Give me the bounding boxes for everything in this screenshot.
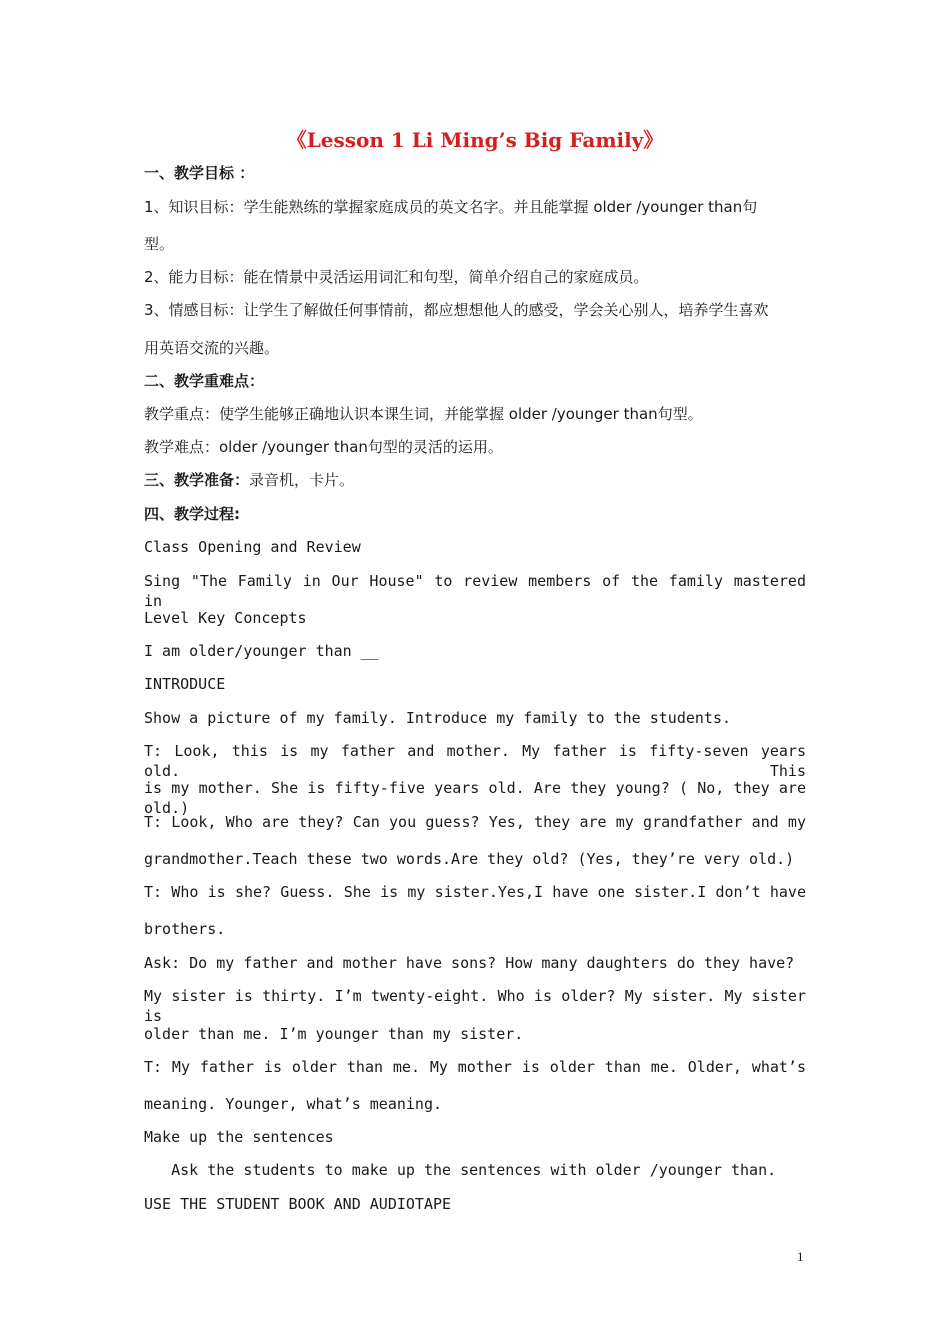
process-line: USE THE STUDENT BOOK AND AUDIOTAPE — [144, 1195, 452, 1213]
process-line: meaning. Younger, what’s meaning. — [144, 1095, 443, 1113]
process-line: T: Who is she? Guess. She is my sister.Yes,I have one sister.I don’t have — [144, 883, 806, 901]
section-heading-key-points: 二、教学重难点： — [144, 372, 265, 390]
process-line: INTRODUCE — [144, 675, 226, 693]
objective-knowledge: 1、知识目标：学生能熟练的掌握家庭成员的英文名字。并且能掌握 older /younger than句 — [144, 198, 758, 216]
objective-ability: 2、能力目标：能在情景中灵活运用词汇和句型，简单介绍自己的家庭成员。 — [144, 268, 649, 286]
objective-knowledge-cont: 型。 — [144, 235, 175, 253]
section-heading-process: 四、教学过程: — [144, 505, 240, 523]
process-line: T: Look, Who are they? Can you guess? Yes, they are my grandfather and my — [144, 813, 806, 831]
process-line: Ask the students to make up the sentences with older /younger than. — [144, 1161, 777, 1179]
process-line: is my mother. She is fifty-five years old. Are they young? ( No, they are old.) — [144, 779, 806, 817]
preparation-line — [144, 470, 806, 490]
preparation-items: 录音机，卡片。 — [249, 471, 355, 489]
objective-emotion-cont: 用英语交流的兴趣。 — [144, 339, 280, 357]
process-line: Sing "The Family in Our House" to review members of the family mastered in — [144, 572, 806, 610]
process-line: T: Look, this is my father and mother. My father is fifty-seven years old. This — [144, 742, 806, 780]
key-point: 教学重点：使学生能够正确地认识本课生词，并能掌握 older /younger than句型。 — [144, 405, 703, 423]
process-line: T: My father is older than me. My mother is older than me. Older, what’s — [144, 1058, 806, 1076]
section-heading-objectives: 一、教学目标 ： — [144, 164, 255, 182]
difficult-point: 教学难点：older /younger than句型的灵活的运用。 — [144, 438, 503, 456]
process-line: Class Opening and Review — [144, 538, 361, 556]
process-line: Level Key Concepts — [144, 609, 307, 627]
process-line: I am older/younger than __ — [144, 642, 379, 660]
page-number: 1 — [797, 1249, 804, 1264]
process-line: older than me. I’m younger than my sister. — [144, 1025, 524, 1043]
process-line: Show a picture of my family. Introduce my family to the students. — [144, 709, 731, 727]
document-title: 《Lesson 1 Li Ming’s Big Family》 — [286, 128, 664, 152]
process-line: Make up the sentences — [144, 1128, 334, 1146]
process-line: My sister is thirty. I’m twenty-eight. Who is older? My sister. My sister is — [144, 987, 806, 1025]
section-heading-preparation: 三、教学准备： — [144, 471, 250, 489]
objective-emotion: 3、情感目标：让学生了解做任何事情前，都应想想他人的感受，学会关心别人，培养学生喜欢 — [144, 301, 769, 319]
process-line: grandmother.Teach these two words.Are they old? (Yes, they’re very old.) — [144, 850, 795, 868]
process-line: brothers. — [144, 920, 226, 938]
process-line: Ask: Do my father and mother have sons? How many daughters do they have? — [144, 954, 795, 972]
